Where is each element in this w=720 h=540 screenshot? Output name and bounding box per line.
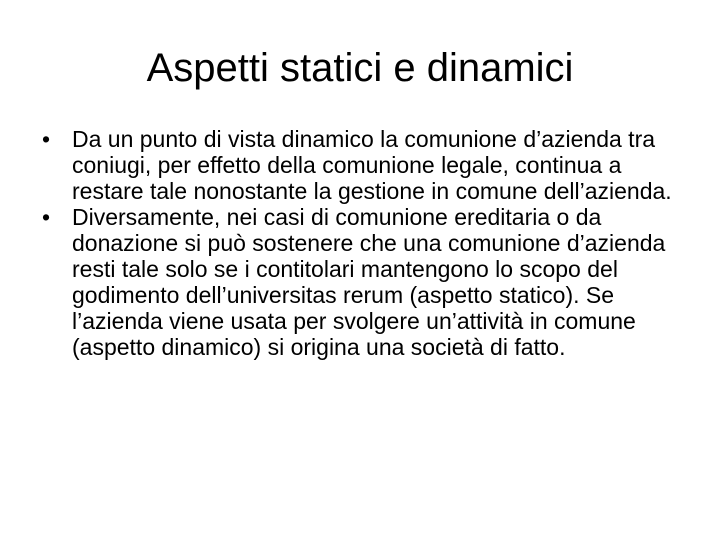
slide-title: Aspetti statici e dinamici bbox=[146, 46, 574, 90]
bullet-item bbox=[36, 204, 696, 360]
bullet-list bbox=[36, 126, 696, 360]
bullet-text: Da un punto di vista dinamico la comunione d’azienda tra coniugi, per effetto della comunione legale, continua a restare tale nonostante la gestione in comune dell’azienda. bbox=[72, 126, 672, 204]
bullet-icon: • bbox=[42, 204, 51, 230]
bullet-text: Diversamente, nei casi di comunione ereditaria o da donazione si può sostenere che una comunione d’azienda resti tale solo se i contitolari mantengono lo scopo del godimento dell’universitas rerum (aspetto statico). Se l’azienda viene usata per svolgere un’attività in comune (aspetto dinamico) si origina una società di fatto. bbox=[72, 204, 666, 360]
bullet-icon: • bbox=[42, 126, 51, 152]
bullet-item bbox=[36, 126, 696, 204]
